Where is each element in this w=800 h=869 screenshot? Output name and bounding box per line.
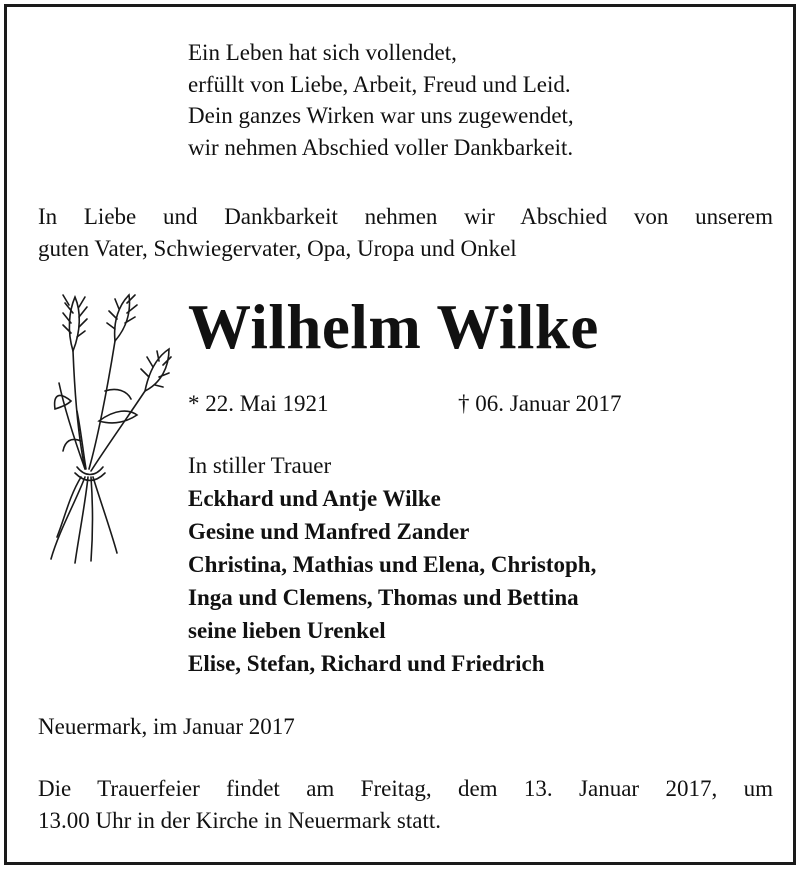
mourner-line: Eckhard und Antje Wilke [188,486,441,511]
mourners-heading: In stiller Trauer [188,453,332,478]
mourner-line: Christina, Mathias und Elena, Christoph, [188,552,597,577]
poem-line: wir nehmen Abschied voller Dankbarkeit. [188,134,574,160]
mourner-line: seine lieben Urenkel [188,618,386,643]
mourners-list [188,449,596,680]
place-and-date: Neuermark, im Januar 2017 [38,714,295,739]
wheat-sheaf-icon [45,291,175,571]
poem-line: erfüllt von Liebe, Arbeit, Freud und Leid. [188,71,571,97]
intro-line: guten Vater, Schwiegervater, Opa, Uropa und Onkel [38,235,517,261]
death-date: † 06. Januar 2017 [458,391,622,416]
mourner-line: Elise, Stefan, Richard und Friedrich [188,651,545,676]
funeral-line: Die Trauerfeier findet am Freitag, dem 13. Januar 2017, um [38,776,773,801]
funeral-line: 13.00 Uhr in der Kirche in Neuermark statt. [38,807,442,833]
memorial-poem [188,37,574,163]
mourner-line: Inga und Clemens, Thomas und Bettina [188,585,579,610]
funeral-notice [38,773,773,836]
poem-line: Ein Leben hat sich vollendet, [188,40,457,65]
birth-date: * 22. Mai 1921 [188,391,329,416]
intro-line: In Liebe und Dankbarkeit nehmen wir Abschied von unserem [38,204,773,229]
mourner-line: Gesine und Manfred Zander [188,519,470,544]
intro-paragraph [38,201,773,264]
deceased-name: Wilhelm Wilke [188,292,599,362]
poem-line: Dein ganzes Wirken war uns zugewendet, [188,103,574,128]
obituary-frame [4,4,796,865]
